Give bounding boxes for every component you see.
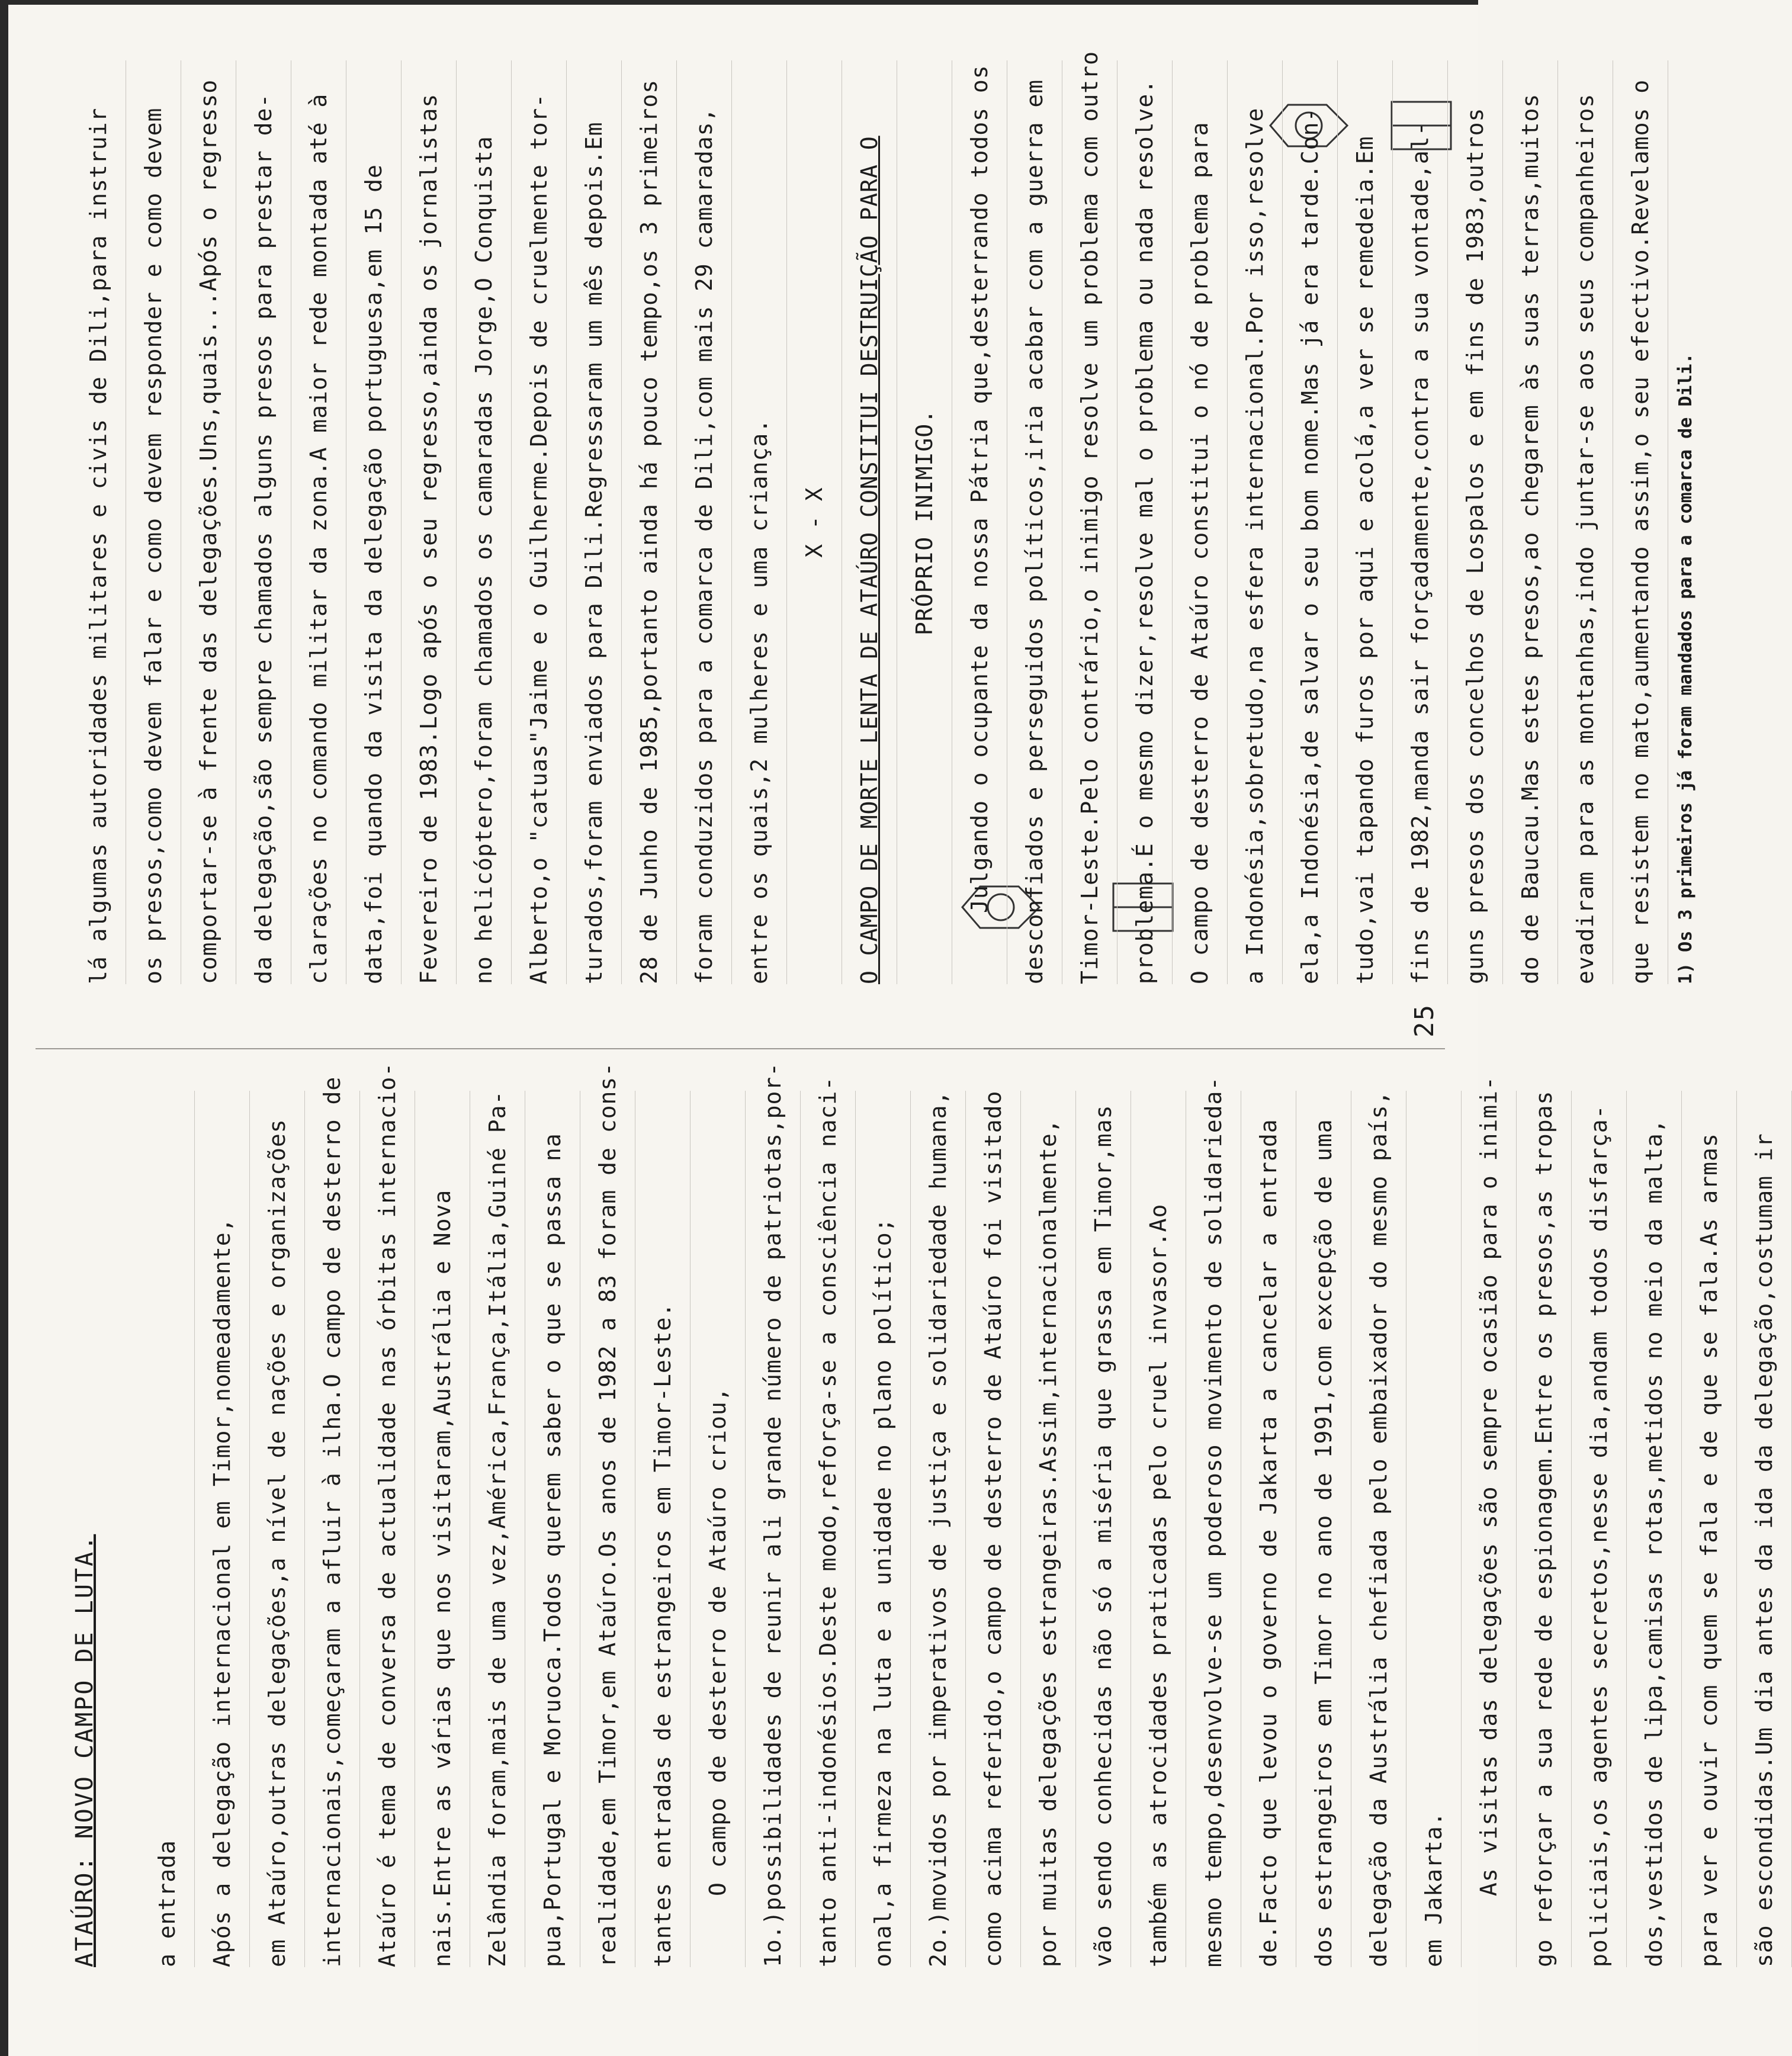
text-line: são escondidas.Um dia antes da ida da delegação,costumam ir (1737, 1091, 1792, 1967)
right-column-lines (71, 51, 1668, 984)
text-line: As visitas das delegações são sempre ocasião para o inimi- (1462, 1091, 1517, 1967)
text-line: tudo,vai tapando furos por aqui e acolá,a ver se remedeia.Em (1338, 60, 1393, 984)
text-line: X - X (787, 60, 842, 984)
text-line: evadiram para as montanhas,indo juntar-se aos seus companheiros (1558, 60, 1613, 984)
text-line: em Jakarta. (1406, 1091, 1462, 1967)
footnote: 1) Os 3 primeiros já foram mandados para a comarca de Dili. (1675, 353, 1696, 984)
text-line: comportar-se à frente das delegações.Uns,quais...Após o regresso (181, 60, 236, 984)
page-title: ATAÚRO: NOVO CAMPO DE LUTA. (71, 1534, 98, 1967)
text-line: entre os quais,2 mulheres e uma criança. (732, 60, 787, 984)
left-column-lines (140, 1062, 1792, 1967)
text-line: como acima referido,o campo de desterro de Ataúro foi visitado (966, 1091, 1021, 1967)
text-line: clarações no comando militar da zona.A maior rede montada até à (291, 60, 346, 984)
text-line: vão sendo conhecidas não só a miséria que grassa em Timor,mas (1076, 1091, 1131, 1967)
text-line: do de Baucau.Mas estes presos,ao chegarem às suas terras,muitos (1503, 60, 1558, 984)
text-line: a entrada (140, 1091, 195, 1967)
text-line: Ataúro é tema de conversa de actualidade nas órbitas internacio- (360, 1091, 415, 1967)
scan-edge-top (0, 0, 8, 2056)
right-column (71, 51, 1696, 984)
text-line: da delegação,são sempre chamados alguns presos para prestar de- (236, 60, 291, 984)
text-line: que resistem no mato,aumentando assim,o seu efectivo.Revelamos o (1613, 60, 1668, 984)
text-line: ela,a Indonésia,de salvar o seu bom nome.Mas já era tarde.Con- (1283, 60, 1338, 984)
text-line: Timor-Leste.Pelo contrário,o inimigo resolve um problema com outro (1062, 60, 1117, 984)
text-line: O campo de desterro de Ataúro criou, (691, 1091, 746, 1967)
text-line: data,foi quando da visita da delegação portuguesa,em 15 de (346, 60, 402, 984)
left-column (71, 1062, 1777, 1967)
text-line: fins de 1982,manda sair forçadamente,contra a sua vontade,al- (1393, 60, 1448, 984)
text-line: também as atrocidades praticadas pelo cruel invasor.Ao (1131, 1091, 1186, 1967)
text-line: PRÓPRIO INIMIGO. (897, 60, 952, 984)
text-line: 28 de Junho de 1985,portanto ainda há pouco tempo,os 3 primeiros (622, 60, 677, 984)
text-line: em Ataúro,outras delegações,a nível de nações e organizações (250, 1091, 305, 1967)
text-line: por muitas delegações estrangeiras.Assim,internacionalmente, (1021, 1091, 1076, 1967)
text-line: guns presos dos concelhos de Lospalos e em fins de 1983,outros (1448, 60, 1503, 984)
text-line: desconfiados e perseguidos políticos,iria acabar com a guerra em (1007, 60, 1062, 984)
text-line: delegação da Austrália chefiada pelo embaixador do mesmo país, (1351, 1091, 1406, 1967)
text-line: O CAMPO DE MORTE LENTA DE ATAÚRO CONSTITUI DESTRUIÇÃO PARA O (842, 60, 897, 984)
text-line: foram conduzidos para a comarca de Dili,com mais 29 camaradas, (677, 60, 732, 984)
text-line: para ver e ouvir com quem se fala e de que se fala.As armas (1682, 1091, 1737, 1967)
text-line: a Indonésia,sobretudo,na esfera internacional.Por isso,resolve (1228, 60, 1283, 984)
page-number: 25 (1409, 1004, 1440, 1037)
text-line: no helicóptero,foram chamados os camaradas Jorge,O Conquista (457, 60, 512, 984)
text-line: dos estrangeiros em Timor no ano de 1991,com excepção de uma (1296, 1091, 1351, 1967)
text-line: O campo de desterro de Ataúro constitui o nó de problema para (1173, 60, 1228, 984)
text-line: Julgando o ocupante da nossa Pátria que,desterrando todos os (952, 60, 1007, 984)
text-line: pua,Portugal e Moruoca.Todos querem saber o que se passa na (525, 1091, 580, 1967)
text-line: Zelândia foram,mais de uma vez,América,França,Itália,Guiné Pa- (470, 1091, 525, 1967)
text-line: policiais,os agentes secretos,nesse dia,andam todos disfarça- (1572, 1091, 1627, 1967)
scan-edge-right (0, 0, 1478, 5)
text-line: de.Facto que levou o governo de Jakarta a cancelar a entrada (1241, 1091, 1296, 1967)
text-line: 1o.)possibilidades de reunir ali grande número de patriotas,por- (746, 1091, 801, 1967)
text-line: realidade,em Timor,em Ataúro.Os anos de 1982 a 83 foram de cons- (580, 1091, 635, 1967)
text-line: nais.Entre as várias que nos visitaram,Austrália e Nova (415, 1091, 470, 1967)
text-line: os presos,como devem falar e como devem responder e como devem (126, 60, 181, 984)
text-line: tanto anti-indonésios.Deste modo,reforça-se a consciência naci- (801, 1091, 856, 1967)
text-line: Alberto,o "catuas"Jaime e o Guilherme.Depois de cruelmente tor- (512, 60, 567, 984)
text-line: internacionais,começaram a afluir à ilha.O campo de desterro de (305, 1091, 360, 1967)
text-line: tantes entradas de estrangeiros em Timor-Leste. (635, 1091, 691, 1967)
text-line: go reforçar a sua rede de espionagem.Entre os presos,as tropas (1517, 1091, 1572, 1967)
text-line: dos,vestidos de lipa,camisas rotas,metidos no meio da malta, (1627, 1091, 1682, 1967)
text-line: Fevereiro de 1983.Logo após o seu regresso,ainda os jornalistas (402, 60, 457, 984)
column-separator (36, 1048, 1445, 1049)
text-line: onal,a firmeza na luta e a unidade no plano político; (856, 1091, 911, 1967)
text-line: lá algumas autoridades militares e civis de Dili,para instruir (71, 60, 126, 984)
text-line: 2o.)movidos por imperativos de justiça e solidariedade humana, (911, 1091, 966, 1967)
text-line: Após a delegação internacional em Timor,nomeadamente, (195, 1091, 250, 1967)
text-line: mesmo tempo,desenvolve-se um poderoso movimento de solidarieda- (1186, 1091, 1241, 1967)
text-line: problema.É o mesmo dizer,resolve mal o problema ou nada resolve. (1117, 60, 1173, 984)
text-line: turados,foram enviados para Dili.Regressaram um mês depois.Em (567, 60, 622, 984)
